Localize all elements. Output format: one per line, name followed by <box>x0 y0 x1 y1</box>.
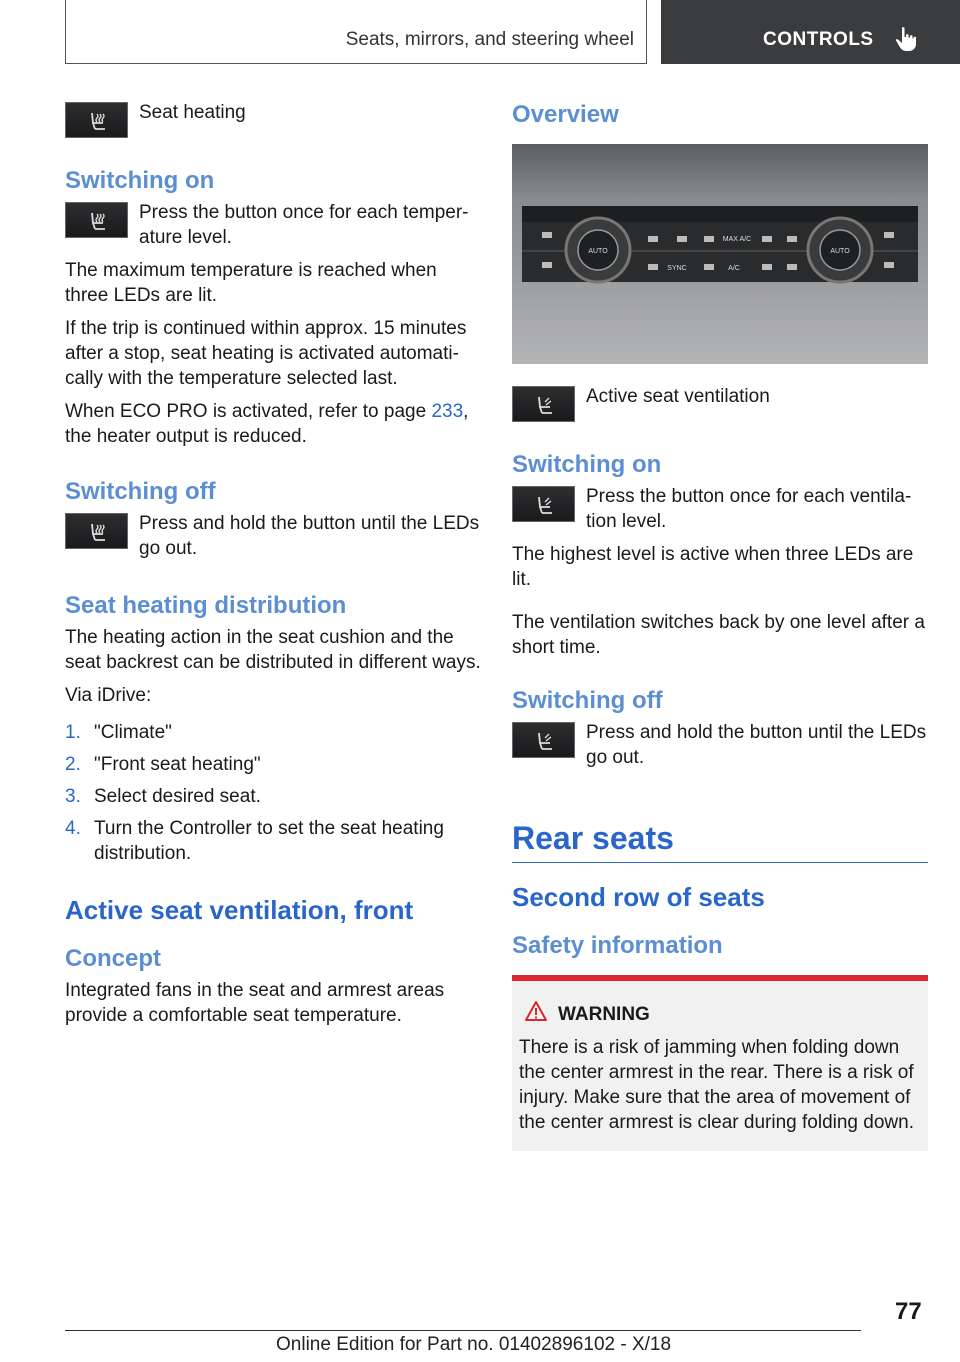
header-section-title: Seats, mirrors, and steering wheel <box>65 0 647 64</box>
rear-seats-rule <box>512 862 928 863</box>
seat-heating-icon <box>86 109 110 133</box>
ventilation-heading: Active seat ventilation, front <box>65 895 414 925</box>
footer-edition: Online Edition for Part no. 01402896102 - X/18 <box>276 1334 672 1355</box>
warning-triangle-icon <box>524 1000 548 1022</box>
climate-panel-photo <box>512 144 928 364</box>
second-row-heading: Second row of seats <box>512 882 765 912</box>
rear-seats-heading: Rear seats <box>512 820 674 856</box>
max-ac-label: MAX A/C <box>722 236 752 243</box>
step-number: 3. <box>65 786 81 807</box>
list-item <box>65 720 481 745</box>
list-item <box>65 784 481 809</box>
vent-switching-off-row <box>512 720 928 770</box>
step-text: "Climate" <box>94 722 172 743</box>
right-column <box>512 100 928 1151</box>
seat-ventilation-icon <box>533 393 557 417</box>
distribution-text: The heating action in the seat cushion and the seat backrest can be distributed in different ways. <box>65 627 481 673</box>
list-item <box>65 816 481 866</box>
list-item <box>65 752 481 777</box>
step-number: 2. <box>65 754 81 775</box>
warning-text: There is a risk of jamming when folding down the center armrest in the rear. There is a risk of injury. Make sure that the area of movement of the center armrest is clear during folding down. <box>519 1037 914 1133</box>
sync-label: SYNC <box>667 265 687 272</box>
step-number: 1. <box>65 722 81 743</box>
seat-heating-button-off[interactable] <box>65 513 128 549</box>
eco-pro-text-post: , the heater output is reduced. <box>65 401 469 447</box>
distribution-heading: Seat heating distribution <box>65 592 347 619</box>
vent-switching-on-row <box>512 484 928 534</box>
seat-ventilation-icon <box>533 493 557 517</box>
seat-heating-icon <box>86 520 110 544</box>
footer-divider <box>65 1330 861 1331</box>
auto-label-right: AUTO <box>830 248 850 255</box>
concept-heading: Concept <box>65 945 161 972</box>
hand-pointer-icon <box>894 26 918 52</box>
left-column <box>65 100 481 1036</box>
page-link-233[interactable]: 233 <box>431 401 464 422</box>
seat-ventilation-button-off[interactable] <box>512 722 575 758</box>
step-text: Turn the Controller to set the seat heating distribution. <box>94 818 444 864</box>
eco-pro-text <box>65 399 481 449</box>
trip-continued-text: If the trip is continued within approx. 15 minutes after a stop, seat heating is activated automati‐cally with the temperature selected last. <box>65 318 467 389</box>
header-chapter[interactable] <box>661 0 960 64</box>
step-text: Select desired seat. <box>94 786 261 807</box>
ventilation-label: Active seat ventilation <box>586 386 770 407</box>
ventilation-row <box>512 384 928 424</box>
seat-heating-button[interactable] <box>65 102 128 138</box>
distribution-steps <box>65 720 481 866</box>
climate-control-panel <box>512 144 928 364</box>
via-idrive-text: Via iDrive: <box>65 685 152 706</box>
switches-back-text: The ventilation switches back by one level after a short time. <box>512 612 925 658</box>
vent-switching-off-heading: Switching off <box>512 687 663 714</box>
switching-off-heading: Switching off <box>65 478 216 505</box>
warning-title <box>558 1003 921 1027</box>
vent-switching-on-text: Press the button once for each ventila‐tion level. <box>586 486 912 532</box>
step-number: 4. <box>65 818 81 839</box>
switching-on-text: Press the button once for each temper‐ature level. <box>139 202 469 248</box>
overview-heading: Overview <box>512 101 619 128</box>
ac-label: A/C <box>728 265 740 272</box>
highest-level-text: The highest level is active when three LEDs are lit. <box>512 544 914 590</box>
switching-on-heading: Switching on <box>65 167 215 194</box>
vent-switching-off-text: Press and hold the button until the LEDs go out. <box>586 722 927 768</box>
eco-pro-text-pre: When ECO PRO is activated, refer to page <box>65 401 432 422</box>
auto-label-left: AUTO <box>588 248 608 255</box>
warning-title-text: WARNING <box>558 1004 650 1025</box>
seat-ventilation-button-on[interactable] <box>512 486 575 522</box>
page-number: 77 <box>895 1298 922 1325</box>
step-text: "Front seat heating" <box>94 754 261 775</box>
seat-ventilation-button[interactable] <box>512 386 575 422</box>
seat-heating-icon <box>86 209 110 233</box>
concept-text: Integrated fans in the seat and armrest areas provide a comfortable seat temperature. <box>65 980 445 1026</box>
max-temp-text: The maximum temperature is reached when three LEDs are lit. <box>65 260 437 306</box>
switching-off-text: Press and hold the button until the LEDs go out. <box>139 513 480 559</box>
seat-heating-row <box>65 100 481 140</box>
switching-on-row <box>65 200 481 250</box>
chapter-label: CONTROLS <box>763 29 874 50</box>
warning-box <box>512 975 928 1151</box>
seat-heating-label: Seat heating <box>139 102 246 123</box>
seat-heating-button-on[interactable] <box>65 202 128 238</box>
seat-ventilation-icon <box>533 729 557 753</box>
safety-heading: Safety information <box>512 932 723 959</box>
vent-switching-on-heading: Switching on <box>512 451 662 478</box>
switching-off-row <box>65 511 481 561</box>
